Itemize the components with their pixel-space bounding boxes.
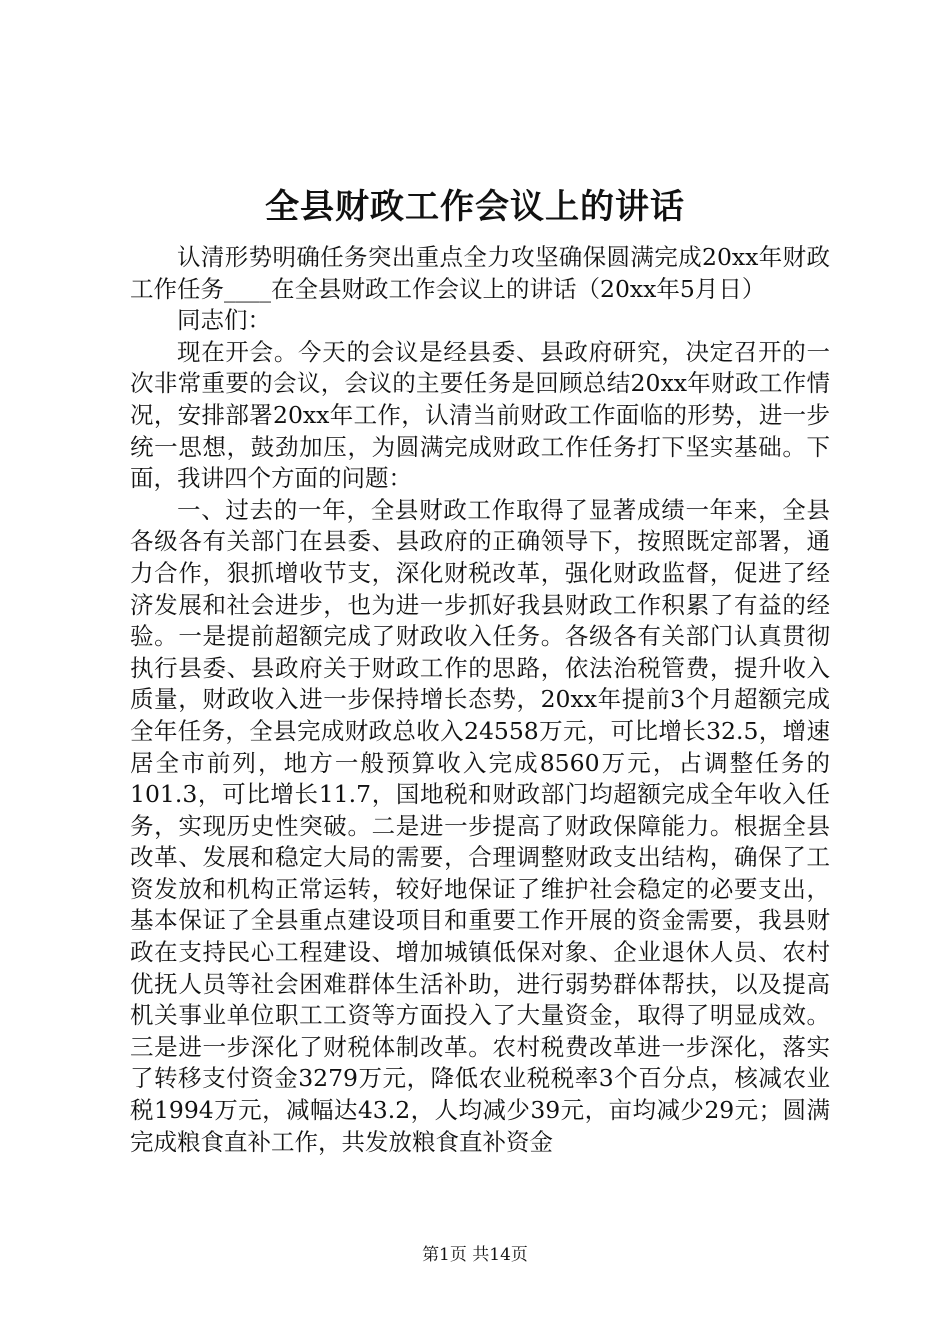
paragraph-salutation: 同志们： [177,306,271,335]
document-title: 全县财政工作会议上的讲话 [265,187,685,227]
paragraph-subtitle: 认清形势明确任务突出重点全力攻坚确保圆满完成20xx年财政工作任务____在全县财政工作会议上的讲话（20xx年5月日） [130,243,830,303]
paragraph-section-one: 一、过去的一年，全县财政工作取得了显著成绩一年来，全县各级各有关部门在县委、县政府的正确领导下，按照既定部署，通力合作，狠抓增收节支，深化财税改革，强化财政监督，促进了经济发展和社会进步，也为进一步抓好我县财政工作积累了有益的经验。一是提前超额完成了财政收入任务。各级各有关部门认真贯彻执行县委、县政府关于财政工作的思路，依法治税管费，提升收入质量，财政收入进一步保持增长态势，20xx年提前3个月超额完成全年任务，全县完成财政总收入24558万元，可比增长32.5，增速居全市前列，地方一般预算收入完成8560万元，占调整任务的101.3，可比增长11.7，国地税和财政部门均超额完成全年收入任务，实现历史性突破。二是进一步提高了财政保障能力。根据全县改革、发展和稳定大局的需要，合理调整财政支出结构，确保了工资发放和机构正常运转，较好地保证了维护社会稳定的必要支出，基本保证了全县重点建设项目和重要工作开展的资金需要，我县财政在支持民心工程建设、增加城镇低保对象、企业退休人员、农村优抚人员等社会困难群体生活补助，进行弱势群体帮扶，以及提高机关事业单位职工工资等方面投入了大量资金，取得了明显成效。三是进一步深化了财税体制改革。农村税费改革进一步深化，落实了转移支付资金3279万元，降低农业税税率3个百分点，核减农业税1994万元，减幅达43.2，人均减少39元，亩均减少29元；圆满完成粮食直补工作，共发放粮食直补资金 [130,495,830,1156]
page-footer: 第1页 共14页 [422,1245,528,1265]
paragraph-opening: 现在开会。今天的会议是经县委、县政府研究，决定召开的一次非常重要的会议，会议的主要任务是回顾总结20xx年财政工作情况，安排部署20xx年工作，认清当前财政工作面临的形势，进一步统一思想，鼓劲加压，为圆满完成财政工作任务打下坚实基础。下面，我讲四个方面的问题： [130,337,830,493]
document-body [130,242,830,1158]
